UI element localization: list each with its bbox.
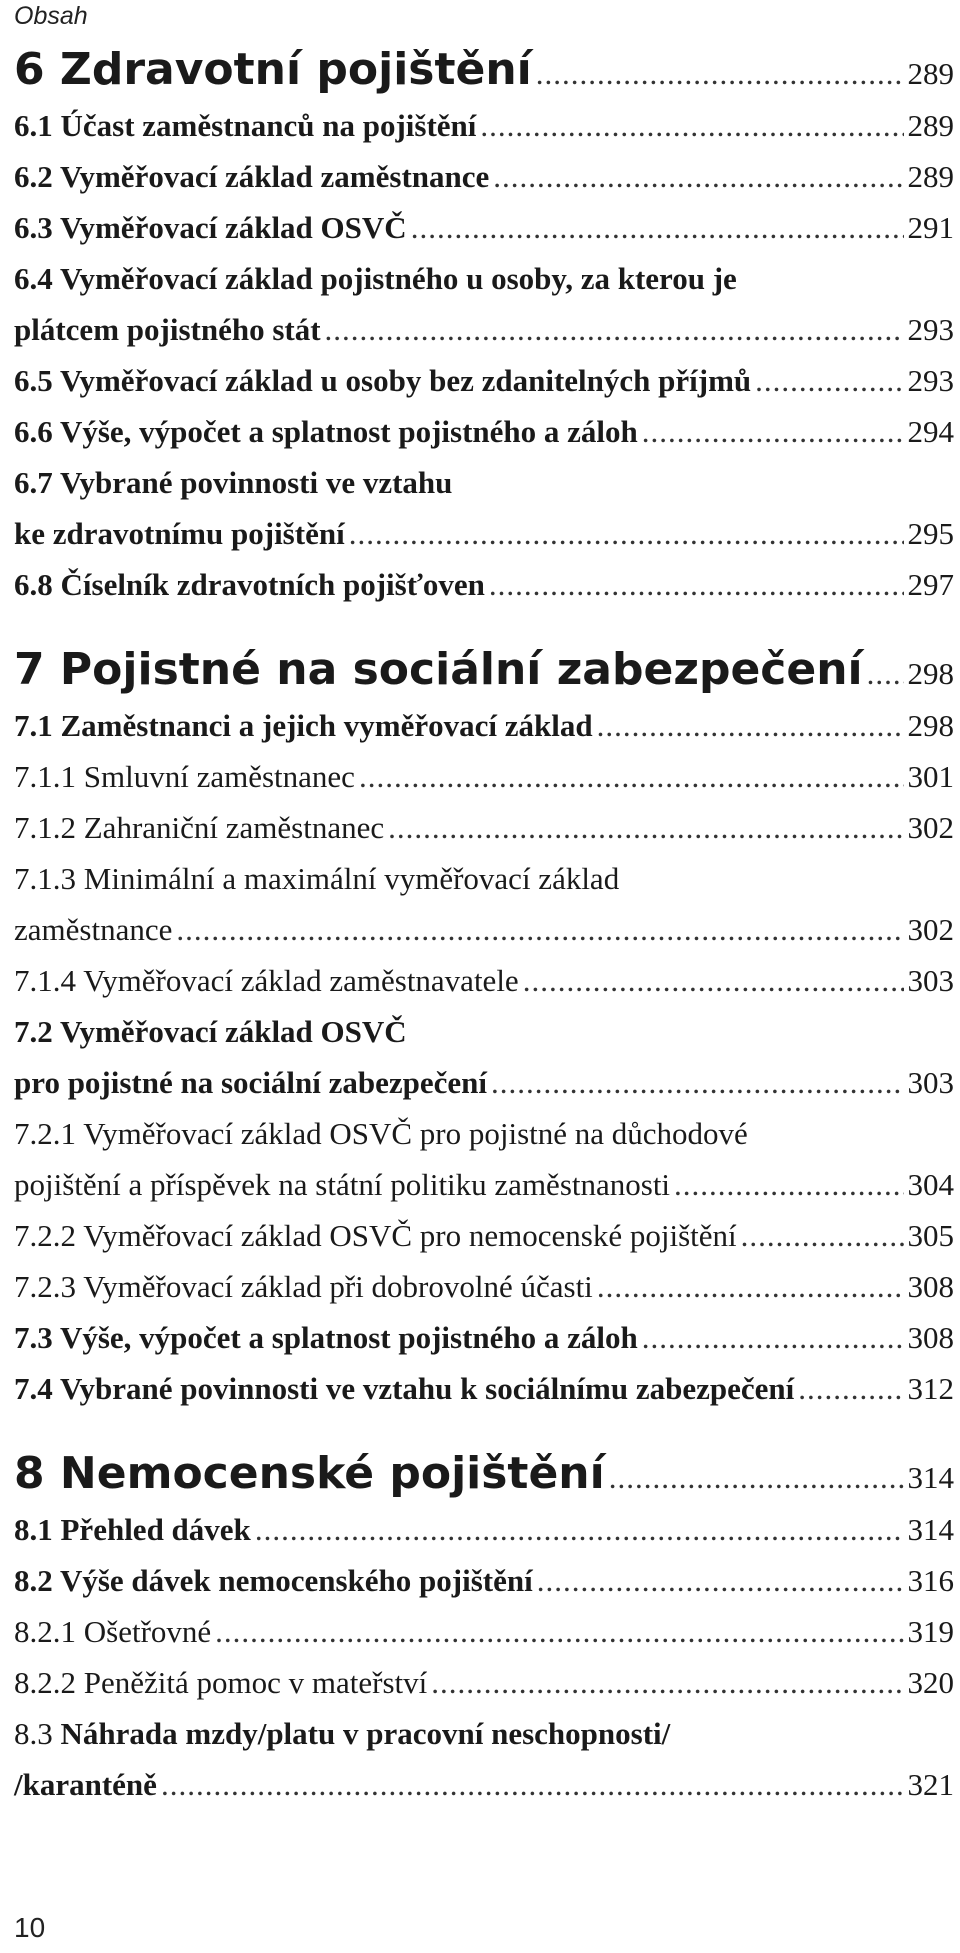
toc-entry[interactable] xyxy=(14,1363,954,1414)
toc-entry-title: 7.1.2 Zahraniční zaměstnanec xyxy=(14,810,385,845)
toc-entry-title: 7.1.1 Smluvní zaměstnanec xyxy=(14,759,355,794)
toc-page-number: 301 xyxy=(907,759,954,794)
toc-entry[interactable] xyxy=(14,1759,954,1810)
toc-entry-title xyxy=(14,1708,670,1759)
toc-entry-title: 7.2.1 Vyměřovací základ OSVČ pro pojistné na důchodové xyxy=(14,1116,748,1151)
dot-leader xyxy=(489,559,904,610)
toc-entry[interactable] xyxy=(14,1210,954,1261)
dot-leader xyxy=(491,1057,903,1108)
dot-leader xyxy=(536,44,904,104)
toc-entry[interactable] xyxy=(14,802,954,853)
dot-leader xyxy=(325,304,904,355)
toc-chapter[interactable] xyxy=(14,1444,954,1504)
toc-page-number: 293 xyxy=(907,363,954,398)
running-head: Obsah xyxy=(14,2,88,30)
dot-leader xyxy=(867,644,904,704)
toc-entry-heading: Náhrada mzdy/platu v pracovní neschopnosti/ xyxy=(60,1716,671,1751)
toc-entry[interactable] xyxy=(14,1006,954,1057)
dot-leader xyxy=(609,1448,904,1508)
toc-entry-title: 6.2 Vyměřovací základ zaměstnance xyxy=(14,159,490,194)
toc-entry[interactable] xyxy=(14,202,954,253)
toc-entry[interactable] xyxy=(14,1657,954,1708)
dot-leader xyxy=(597,1261,904,1312)
toc-entry-title: 8.2.2 Peněžitá pomoc v mateřství xyxy=(14,1665,428,1700)
toc-entry-title: 7.1 Zaměstnanci a jejich vyměřovací základ xyxy=(14,708,593,743)
toc-page-number: 304 xyxy=(907,1167,954,1202)
toc-page-number: 289 xyxy=(907,159,954,194)
toc-entry[interactable] xyxy=(14,1108,954,1159)
toc-entry-title: 7.3 Výše, výpočet a splatnost pojistného a záloh xyxy=(14,1320,638,1355)
dot-leader xyxy=(523,955,904,1006)
dot-leader xyxy=(431,1657,903,1708)
toc-entry[interactable] xyxy=(14,904,954,955)
toc-entry[interactable] xyxy=(14,700,954,751)
toc-entry-title: 7.1.4 Vyměřovací základ zaměstnavatele xyxy=(14,963,519,998)
toc-page-number: 303 xyxy=(907,1065,954,1100)
dot-leader xyxy=(411,202,904,253)
toc-page-number: 289 xyxy=(907,56,954,91)
toc-page-number: 302 xyxy=(907,912,954,947)
toc-entry[interactable] xyxy=(14,1504,954,1555)
toc-page-number: 314 xyxy=(907,1512,954,1547)
toc-page-number: 298 xyxy=(907,708,954,743)
dot-leader xyxy=(741,1210,904,1261)
toc-entry-title: 8 Nemocenské pojištění xyxy=(14,1448,605,1499)
toc-page-number: 298 xyxy=(907,656,954,691)
toc-page-number: 308 xyxy=(907,1269,954,1304)
toc-entry[interactable] xyxy=(14,457,954,508)
dot-leader xyxy=(493,151,903,202)
toc-entry-title: 8.2.1 Ošetřovné xyxy=(14,1614,212,1649)
toc-entry[interactable] xyxy=(14,1606,954,1657)
dot-leader xyxy=(255,1504,904,1555)
page-number: 10 xyxy=(14,1912,46,1943)
toc-entry-title: 6.7 Vybrané povinnosti ve vztahu xyxy=(14,465,453,500)
dot-leader xyxy=(642,1312,904,1363)
toc-page-number: 289 xyxy=(907,108,954,143)
toc-page-number: 312 xyxy=(907,1371,954,1406)
toc-page-number: 291 xyxy=(907,210,954,245)
toc-chapter[interactable] xyxy=(14,40,954,100)
toc-entry-title: 6.8 Číselník zdravotních pojišťoven xyxy=(14,567,485,602)
toc-page-number: 295 xyxy=(907,516,954,551)
toc-page-number: 302 xyxy=(907,810,954,845)
toc-entry-title: plátcem pojistného stát xyxy=(14,312,321,347)
toc-entry[interactable] xyxy=(14,100,954,151)
toc-page-number: 308 xyxy=(907,1320,954,1355)
toc-entry[interactable] xyxy=(14,853,954,904)
dot-leader xyxy=(755,355,903,406)
dot-leader xyxy=(359,751,904,802)
toc-entry-title: 7 Pojistné na sociální zabezpečení xyxy=(14,644,863,695)
toc-entry-title: 6.5 Vyměřovací základ u osoby bez zdanitelných příjmů xyxy=(14,363,752,398)
toc-entry-title: 6.6 Výše, výpočet a splatnost pojistného a záloh xyxy=(14,414,638,449)
toc-page-number: 316 xyxy=(907,1563,954,1598)
toc-entry-title: 7.2.3 Vyměřovací základ při dobrovolné účasti xyxy=(14,1269,593,1304)
toc-entry-title: 7.1.3 Minimální a maximální vyměřovací základ xyxy=(14,861,620,896)
toc-page-number: 303 xyxy=(907,963,954,998)
toc-entry[interactable] xyxy=(14,508,954,559)
dot-leader xyxy=(161,1759,904,1810)
toc-entry-title: 6 Zdravotní pojištění xyxy=(14,44,532,95)
dot-leader xyxy=(480,100,903,151)
toc-entry[interactable] xyxy=(14,1261,954,1312)
toc-entry[interactable] xyxy=(14,955,954,1006)
toc-entry[interactable] xyxy=(14,355,954,406)
toc-entry-title: 7.4 Vybrané povinnosti ve vztahu k sociálnímu zabezpečení xyxy=(14,1371,795,1406)
toc-entry-title: 6.3 Vyměřovací základ OSVČ xyxy=(14,210,407,245)
toc-entry[interactable] xyxy=(14,1057,954,1108)
toc-entry-title: zaměstnance xyxy=(14,912,173,947)
toc-entry-title: 7.2 Vyměřovací základ OSVČ xyxy=(14,1014,407,1049)
dot-leader xyxy=(176,904,903,955)
toc-entry-title: 8.1 Přehled dávek xyxy=(14,1512,251,1547)
toc-entry[interactable] xyxy=(14,1708,954,1759)
toc-entry[interactable] xyxy=(14,751,954,802)
toc-page-number: 321 xyxy=(907,1767,954,1802)
toc-entry-title: 8.2 Výše dávek nemocenského pojištění xyxy=(14,1563,533,1598)
toc-entry[interactable] xyxy=(14,559,954,610)
toc-entry-title: pro pojistné na sociální zabezpečení xyxy=(14,1065,488,1100)
toc-chapter[interactable] xyxy=(14,640,954,700)
toc-entry[interactable] xyxy=(14,1159,954,1210)
toc-entry-title: 7.2.2 Vyměřovací základ OSVČ pro nemocenské pojištění xyxy=(14,1218,737,1253)
toc-entry[interactable] xyxy=(14,406,954,457)
toc-entry-title: 6.1 Účast zaměstnanců na pojištění xyxy=(14,108,477,143)
dot-leader xyxy=(798,1363,903,1414)
toc-page-number: 297 xyxy=(907,567,954,602)
table-of-contents xyxy=(14,40,954,1810)
dot-leader xyxy=(537,1555,904,1606)
toc-entry-title: /karanténě xyxy=(14,1767,157,1802)
toc-page-number: 320 xyxy=(907,1665,954,1700)
toc-page-number: 319 xyxy=(907,1614,954,1649)
dot-leader xyxy=(388,802,903,853)
dot-leader xyxy=(674,1159,903,1210)
toc-entry-title: 6.4 Vyměřovací základ pojistného u osoby, za kterou je xyxy=(14,261,737,296)
dot-leader xyxy=(597,700,904,751)
toc-page-number: 305 xyxy=(907,1218,954,1253)
toc-entry-title: pojištění a příspěvek na státní politiku zaměstnanosti xyxy=(14,1167,671,1202)
toc-entry[interactable] xyxy=(14,304,954,355)
dot-leader xyxy=(642,406,904,457)
toc-entry[interactable] xyxy=(14,1555,954,1606)
toc-entry-number: 8.3 xyxy=(14,1716,61,1751)
toc-entry[interactable] xyxy=(14,253,954,304)
toc-entry[interactable] xyxy=(14,151,954,202)
toc-entry-title: ke zdravotnímu pojištění xyxy=(14,516,345,551)
toc-page-number: 293 xyxy=(907,312,954,347)
toc-page-number: 314 xyxy=(907,1460,954,1495)
dot-leader xyxy=(349,508,904,559)
dot-leader xyxy=(215,1606,903,1657)
toc-page-number: 294 xyxy=(907,414,954,449)
toc-entry[interactable] xyxy=(14,1312,954,1363)
